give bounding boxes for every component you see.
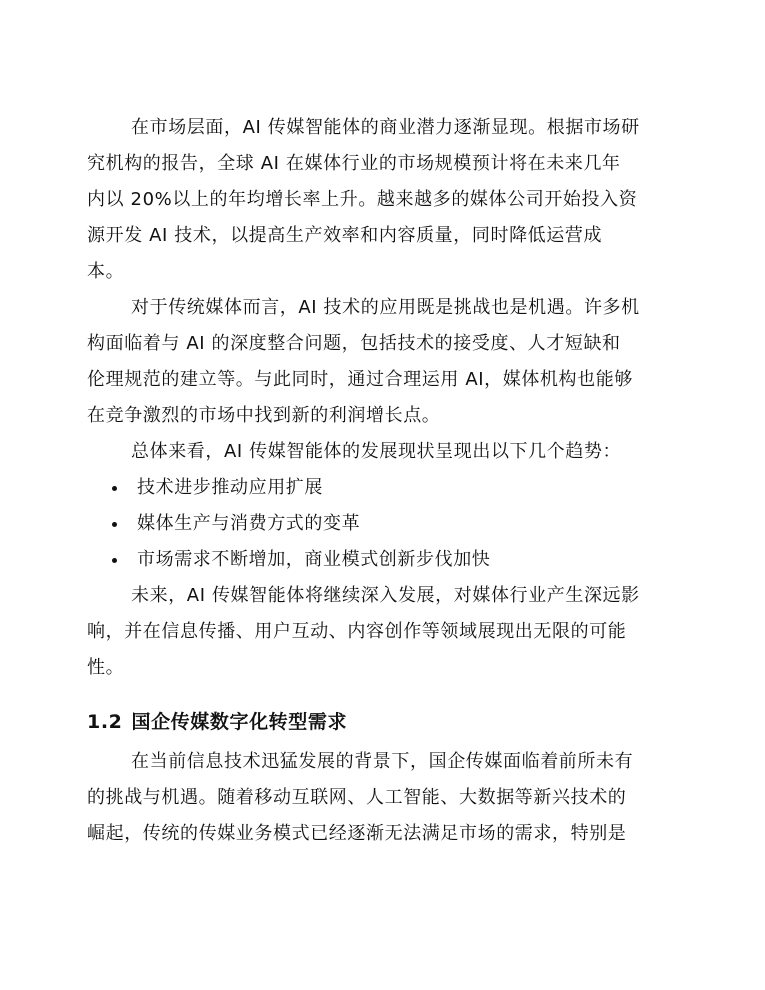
text-line: 在市场层面，AI 传媒智能体的商业潜力逐渐显现。根据市场研 xyxy=(131,117,640,138)
text-line: 内以 20%以上的年均增长率上升。越来越多的媒体公司开始投入资 xyxy=(87,189,638,210)
bullet-icon xyxy=(112,522,117,527)
text-line: 在竞争激烈的市场中找到新的利润增长点。 xyxy=(87,405,441,426)
text-line: 对于传统媒体而言，AI 技术的应用既是挑战也是机遇。许多机 xyxy=(131,297,640,318)
text-line: 本。 xyxy=(87,261,125,282)
paragraph-market-potential xyxy=(87,110,682,290)
text-line: 的挑战与机遇。随着移动互联网、人工智能、大数据等新兴技术的 xyxy=(87,787,627,808)
paragraph-traditional-media xyxy=(87,290,682,434)
text-line: 响，并在信息传播、用户互动、内容创作等领域展现出无限的可能 xyxy=(87,621,627,642)
text-line: 伦理规范的建立等。与此同时，通过合理运用 AI，媒体机构也能够 xyxy=(87,369,633,390)
text-line: 崛起，传统的传媒业务模式已经逐渐无法满足市场的需求，特别是 xyxy=(87,823,627,844)
text-line: 在当前信息技术迅猛发展的背景下，国企传媒面临着前所未有 xyxy=(131,751,634,772)
list-item xyxy=(87,542,682,578)
section-heading xyxy=(87,686,682,744)
text-line: 构面临着与 AI 的深度整合问题，包括技术的接受度、人才短缺和 xyxy=(87,333,621,354)
list-item-text: 市场需求不断增加，商业模式创新步伐加快 xyxy=(137,549,491,570)
list-item xyxy=(87,506,682,542)
list-item-text: 媒体生产与消费方式的变革 xyxy=(137,513,361,534)
paragraph-future-outlook xyxy=(87,578,682,686)
text-line: 源开发 AI 技术，以提高生产效率和内容质量，同时降低运营成 xyxy=(87,225,603,246)
text-line: 性。 xyxy=(87,657,125,678)
section-number: 1.2 xyxy=(87,711,123,733)
section-title: 国企传媒数字化转型需求 xyxy=(131,711,348,733)
text-line: 究机构的报告，全球 AI 在媒体行业的市场规模预计将在未来几年 xyxy=(87,153,621,174)
trend-list xyxy=(87,470,682,578)
list-item-text: 技术进步推动应用扩展 xyxy=(137,477,323,498)
bullet-icon xyxy=(112,486,117,491)
paragraph-digital-transformation xyxy=(87,744,682,852)
list-item xyxy=(87,470,682,506)
text-line: 总体来看，AI 传媒智能体的发展现状呈现出以下几个趋势： xyxy=(131,441,622,462)
paragraph-trends-intro xyxy=(87,434,682,470)
bullet-icon xyxy=(112,558,117,563)
document-page xyxy=(87,110,682,852)
text-line: 未来，AI 传媒智能体将继续深入发展，对媒体行业产生深远影 xyxy=(131,585,640,606)
